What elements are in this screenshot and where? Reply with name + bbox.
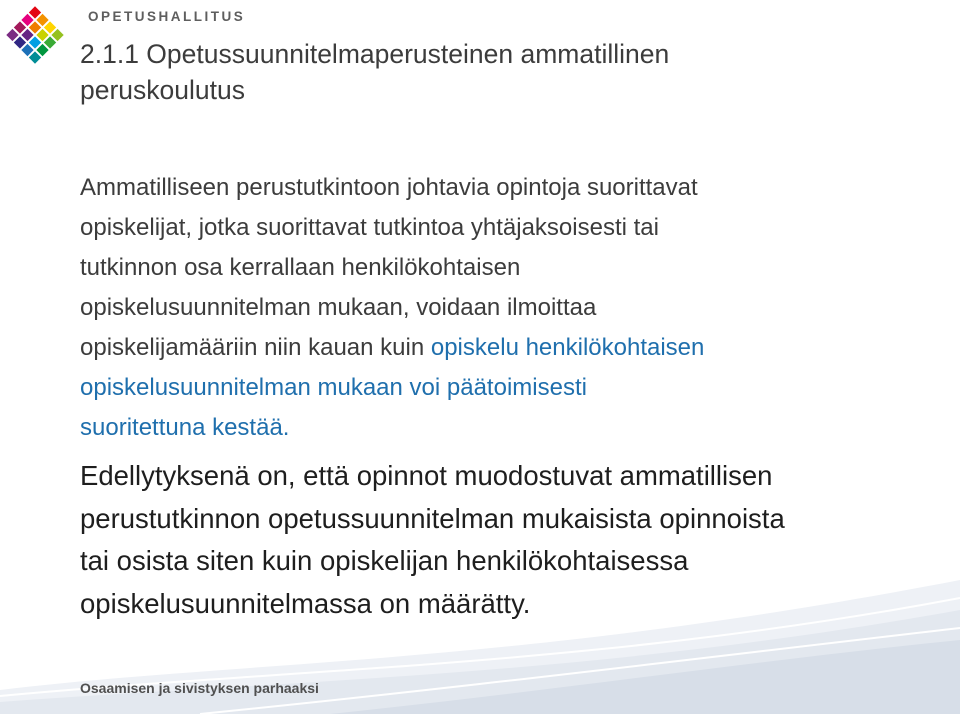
paragraph-2: Edellytyksenä on, että opinnot muodostuvat ammatillisen perustutkinnon opetussuunnitelman mukaisista opinnoista tai osista siten kuin opiskelijan henkilökohtaisessa opiskelusuunnitelmassa on määrätty. [80, 460, 785, 619]
brand-name: OPETUSHALLITUS [88, 9, 246, 24]
paragraph-1-text: Ammatilliseen perustutkintoon johtavia opintoja suorittavat opiskelijat, jotka suorittavat tutkintoa yhtäjaksoisesti tai tutkinnon osa kerrallaan henkilökohtaisen opiskelusuunnitelman mukaan, voidaan ilmoittaa opiskelijamääriin niin kauan kuin [80, 174, 698, 361]
paragraph-1-highlight: opiskelu henkilökohtaisen opiskelusuunnitelman mukaan voi päätoimisesti suoritettuna kestää. [80, 334, 705, 441]
footer-slogan: Osaamisen ja sivistyksen parhaaksi [80, 680, 319, 696]
paragraph-1 [80, 168, 948, 448]
slide-title: 2.1.1 Opetussuunnitelmaperusteinen ammatillinen peruskoulutus [80, 39, 670, 105]
opetushallitus-diamond-logo-icon [6, 6, 64, 64]
